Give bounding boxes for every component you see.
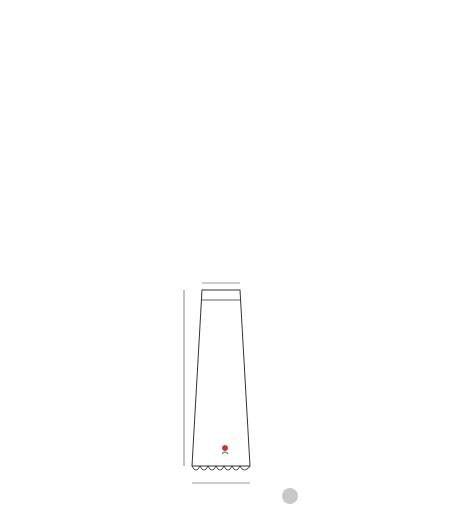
hem-scallop (192, 466, 250, 470)
article-text (6, 6, 156, 14)
pattern-outline (192, 290, 250, 466)
crochet-chart (160, 22, 308, 260)
watermark-logo-icon (282, 488, 298, 504)
flower-icon (222, 445, 228, 451)
leaf-icon (222, 452, 228, 454)
skirt-pattern-diagram (170, 278, 290, 503)
